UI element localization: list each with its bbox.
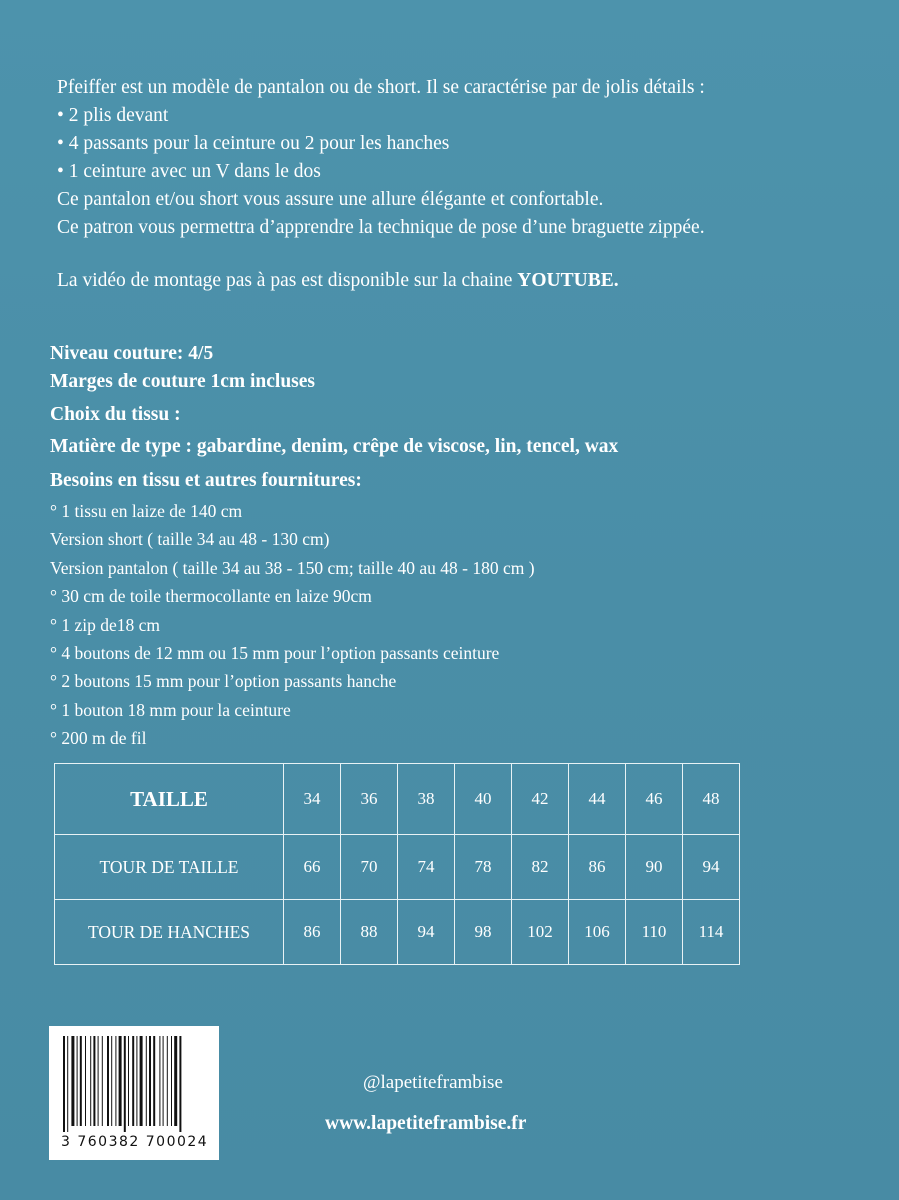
website-link[interactable]: www.lapetiteframbise.fr xyxy=(325,1113,527,1134)
barcode-number: 3 760382 700024 xyxy=(61,1134,209,1150)
barcode-bar xyxy=(153,1036,155,1126)
value-cell: 98 xyxy=(455,900,512,965)
supply-item: Version pantalon ( taille 34 au 38 - 150 cm; taille 40 au 48 - 180 cm ) xyxy=(50,557,535,578)
value-cell: 106 xyxy=(569,900,626,965)
value-cell: 94 xyxy=(398,900,455,965)
size-cell: 42 xyxy=(512,764,569,835)
barcode-bar xyxy=(171,1036,172,1126)
value-cell: 86 xyxy=(284,900,341,965)
supply-item: ° 30 cm de toile thermocollante en laize 90cm xyxy=(50,586,372,607)
barcode-bar xyxy=(107,1036,109,1126)
barcode-bar xyxy=(132,1036,134,1126)
row-label: TOUR DE TAILLE xyxy=(55,835,284,900)
supply-item: ° 1 zip de18 cm xyxy=(50,614,161,635)
supply-item: ° 1 bouton 18 mm pour la ceinture xyxy=(50,699,291,720)
size-cell: 48 xyxy=(683,764,740,835)
intro-line: Ce patron vous permettra d’apprendre la technique de pose d’une braguette zippée. xyxy=(57,217,705,238)
value-cell: 78 xyxy=(455,835,512,900)
value-cell: 82 xyxy=(512,835,569,900)
value-cell: 66 xyxy=(284,835,341,900)
intro-description xyxy=(57,74,705,242)
intro-line: • 2 plis devant xyxy=(57,105,169,126)
barcode-bar xyxy=(146,1036,147,1126)
size-header-row xyxy=(55,764,740,835)
barcode-bar xyxy=(67,1036,68,1132)
fabric-type: Matière de type : gabardine, denim, crêpe de viscose, lin, tencel, wax xyxy=(50,436,619,457)
size-cell: 40 xyxy=(455,764,512,835)
barcode-bar xyxy=(163,1036,164,1126)
barcode-bar xyxy=(85,1036,86,1126)
value-cell: 74 xyxy=(398,835,455,900)
value-cell: 102 xyxy=(512,900,569,965)
intro-line: • 4 passants pour la ceinture ou 2 pour les hanches xyxy=(57,133,450,154)
table-row xyxy=(55,900,740,965)
barcode-bar xyxy=(167,1036,168,1126)
sewing-level xyxy=(50,340,315,396)
barcode-bar xyxy=(80,1036,82,1126)
barcode-bar xyxy=(115,1036,116,1126)
supply-item: Version short ( taille 34 au 48 - 130 cm) xyxy=(50,529,330,550)
supply-item: ° 2 boutons 15 mm pour l’option passants hanche xyxy=(50,671,397,692)
barcode-bar xyxy=(128,1036,129,1126)
supply-item: ° 4 boutons de 12 mm ou 15 mm pour l’option passants ceinture xyxy=(50,643,500,664)
barcode-bar xyxy=(71,1036,74,1126)
fabric-choice-title: Choix du tissu : xyxy=(50,404,181,425)
barcode-bar xyxy=(174,1036,177,1126)
intro-line: Pfeiffer est un modèle de pantalon ou de short. Il se caractérise par de jolis détails : xyxy=(57,77,705,98)
size-cell: 44 xyxy=(569,764,626,835)
supplies-list xyxy=(50,497,535,753)
supplies-title: Besoins en tissu et autres fournitures: xyxy=(50,470,362,491)
barcode-bar xyxy=(90,1036,91,1126)
supply-item: ° 200 m de fil xyxy=(50,728,147,749)
value-cell: 110 xyxy=(626,900,683,965)
value-cell: 70 xyxy=(341,835,398,900)
size-table xyxy=(54,763,740,965)
barcode-bar xyxy=(111,1036,112,1126)
barcode-bar xyxy=(98,1036,99,1126)
barcode-bar xyxy=(179,1036,181,1132)
barcode-bar xyxy=(124,1036,126,1132)
barcode-bar xyxy=(93,1036,95,1126)
barcode-bar xyxy=(63,1036,65,1132)
youtube-note xyxy=(57,270,619,292)
value-cell: 90 xyxy=(626,835,683,900)
youtube-brand: YOUTUBE. xyxy=(517,270,619,291)
instagram-handle: @lapetiteframbise xyxy=(363,1072,503,1093)
intro-line: • 1 ceinture avec un V dans le dos xyxy=(57,161,321,182)
barcode-bar xyxy=(119,1036,122,1126)
intro-line: Ce pantalon et/ou short vous assure une allure élégante et confortable. xyxy=(57,189,604,210)
value-cell: 114 xyxy=(683,900,740,965)
value-cell: 88 xyxy=(341,900,398,965)
row-label: TOUR DE HANCHES xyxy=(55,900,284,965)
size-cell: 34 xyxy=(284,764,341,835)
barcode-bar xyxy=(159,1036,160,1126)
size-header-label: TAILLE xyxy=(55,764,284,835)
marges-line: Marges de couture 1cm incluses xyxy=(50,371,316,392)
barcode-bar xyxy=(149,1036,151,1126)
size-cell: 46 xyxy=(626,764,683,835)
niveau-line: Niveau couture: 4/5 xyxy=(50,343,214,364)
value-cell: 94 xyxy=(683,835,740,900)
size-cell: 36 xyxy=(341,764,398,835)
supply-item: ° 1 tissu en laize de 140 cm xyxy=(50,501,243,521)
youtube-text: La vidéo de montage pas à pas est disponible sur la chaine xyxy=(57,270,518,291)
table-row xyxy=(55,835,740,900)
value-cell: 86 xyxy=(569,835,626,900)
barcode xyxy=(49,1026,219,1160)
barcode-bar xyxy=(140,1036,143,1126)
barcode-bar xyxy=(102,1036,103,1126)
barcode-bar xyxy=(136,1036,137,1126)
barcode-bar xyxy=(77,1036,78,1126)
size-cell: 38 xyxy=(398,764,455,835)
